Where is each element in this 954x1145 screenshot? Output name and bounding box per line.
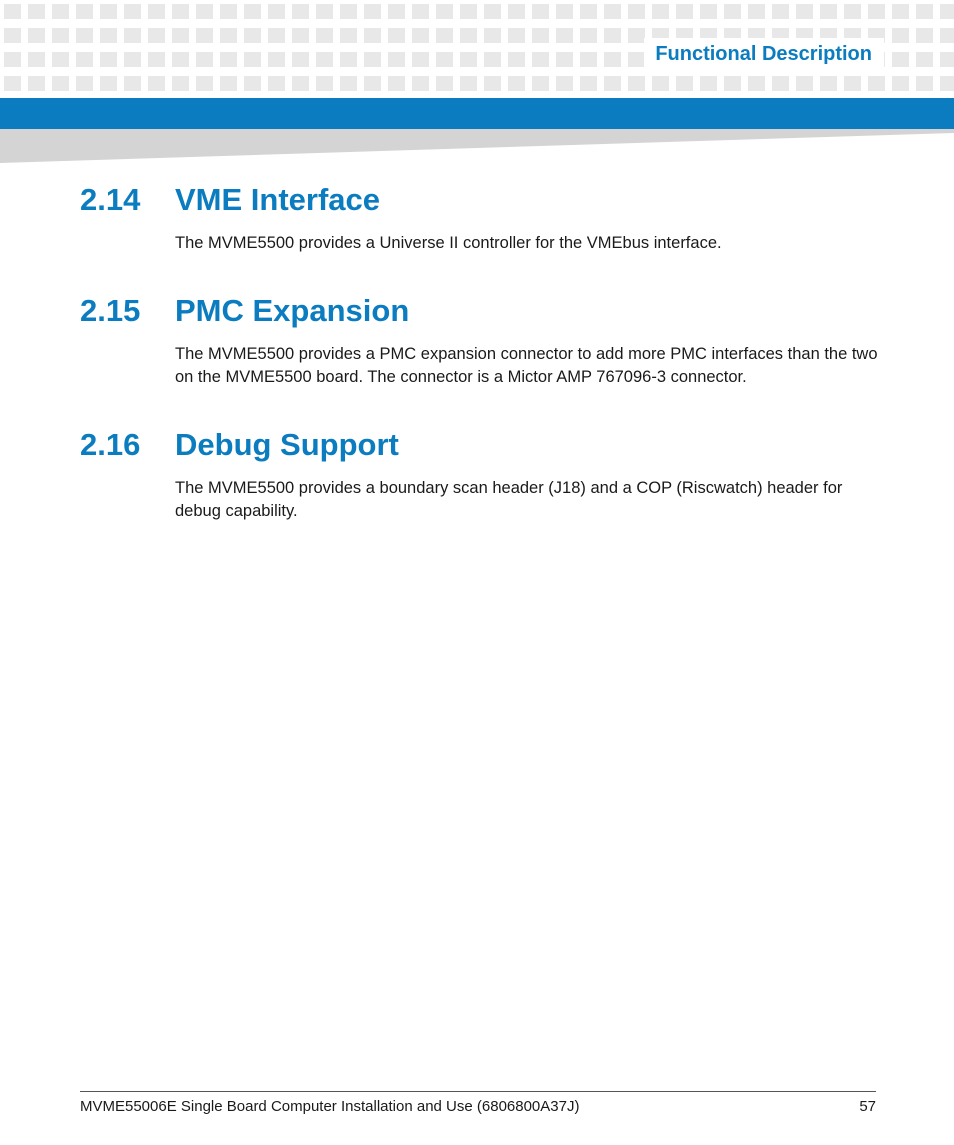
header-dot [436, 52, 453, 67]
header-dot [484, 28, 501, 43]
header-dot [196, 52, 213, 67]
section-number: 2.15 [80, 293, 141, 328]
header-dot [604, 52, 621, 67]
header-dot [556, 52, 573, 67]
header-dot [268, 76, 285, 91]
header-dot [100, 4, 117, 19]
header-dot [316, 4, 333, 19]
header-dot [460, 76, 477, 91]
header-dot [628, 76, 645, 91]
header-dot [220, 4, 237, 19]
header-dot [460, 4, 477, 19]
header-dot [388, 52, 405, 67]
header-dot [556, 76, 573, 91]
header-dot [52, 52, 69, 67]
header-blue-bar [0, 98, 954, 129]
header-dot [940, 4, 954, 19]
header-dot [4, 76, 21, 91]
header-dot [556, 28, 573, 43]
header-dot [700, 76, 717, 91]
header-dot [940, 52, 954, 67]
header-dot [172, 4, 189, 19]
header-dot [412, 52, 429, 67]
header-dot [508, 28, 525, 43]
header-dot [124, 4, 141, 19]
header-dot [916, 52, 933, 67]
header-dot [748, 76, 765, 91]
section-body: The MVME5500 provides a PMC expansion connector to add more PMC interfaces than the two on the MVME5500 board. The connector is a Mictor AMP 767096-3 connector. [175, 345, 878, 386]
header-dot [196, 28, 213, 43]
header-dot [916, 28, 933, 43]
header-dot [604, 4, 621, 19]
header-dot [76, 28, 93, 43]
header-dot [364, 52, 381, 67]
header-dot [532, 28, 549, 43]
header-dot [172, 28, 189, 43]
header-dot [580, 52, 597, 67]
header-dot [820, 76, 837, 91]
footer-page-number: 57 [859, 1098, 876, 1115]
header-dot [484, 52, 501, 67]
header-dot [364, 76, 381, 91]
header-dot [508, 4, 525, 19]
header-dot [28, 28, 45, 43]
header-dot [4, 28, 21, 43]
header-dot [28, 4, 45, 19]
header-dot [604, 76, 621, 91]
header-dot [124, 28, 141, 43]
header-dot [412, 28, 429, 43]
header-dot [244, 52, 261, 67]
header-dot [676, 4, 693, 19]
header-dot [220, 76, 237, 91]
header-dot [508, 76, 525, 91]
header-dot [52, 28, 69, 43]
footer-rule [80, 1091, 876, 1092]
header-dot [796, 76, 813, 91]
header-dot [724, 4, 741, 19]
header-dot [892, 52, 909, 67]
header-dot [628, 28, 645, 43]
section-heading [80, 427, 880, 463]
header-dot [508, 52, 525, 67]
header-dot [52, 76, 69, 91]
header-dot [532, 4, 549, 19]
header-dot [940, 76, 954, 91]
header-dot [604, 28, 621, 43]
header-dot [484, 4, 501, 19]
header-dot [892, 76, 909, 91]
header-dot [340, 52, 357, 67]
header-dot [460, 28, 477, 43]
header-dot [340, 28, 357, 43]
header-dot [892, 28, 909, 43]
header-dot [532, 52, 549, 67]
section-vme-interface [80, 182, 880, 255]
section-title: VME Interface [175, 182, 381, 217]
header-dot [532, 76, 549, 91]
header-dot [148, 76, 165, 91]
header-dot [268, 28, 285, 43]
header-dot [292, 28, 309, 43]
header-dot [652, 76, 669, 91]
header-dot [268, 52, 285, 67]
header-dot [700, 4, 717, 19]
footer-document-title: MVME55006E Single Board Computer Installation and Use (6806800A37J) [80, 1098, 580, 1115]
header-dot [148, 52, 165, 67]
section-heading [80, 293, 880, 329]
header-dot [244, 4, 261, 19]
header-dot [844, 76, 861, 91]
header-dot [52, 4, 69, 19]
header-dot [844, 4, 861, 19]
header-dot [916, 4, 933, 19]
header-dot [292, 52, 309, 67]
section-number: 2.14 [80, 182, 141, 217]
header-dot [340, 4, 357, 19]
header-dot [772, 4, 789, 19]
header-dot [172, 52, 189, 67]
header-dot [412, 76, 429, 91]
header-dot [868, 76, 885, 91]
header-dot [748, 4, 765, 19]
header-dot [364, 4, 381, 19]
header-dot [916, 76, 933, 91]
section-body: The MVME5500 provides a Universe II controller for the VMEbus interface. [175, 234, 722, 252]
section-number: 2.16 [80, 427, 141, 462]
header-dot [76, 4, 93, 19]
header-dot [796, 4, 813, 19]
header-dot [772, 76, 789, 91]
header-dot [388, 76, 405, 91]
header-dot [628, 4, 645, 19]
header-dot [244, 28, 261, 43]
header-dot [676, 76, 693, 91]
header-dot [340, 76, 357, 91]
header-dot [292, 76, 309, 91]
header-dot [220, 28, 237, 43]
header-dot [268, 4, 285, 19]
header-dot [4, 52, 21, 67]
header-dot [28, 76, 45, 91]
section-pmc-expansion [80, 293, 880, 389]
header-dot [100, 76, 117, 91]
header-dot [124, 52, 141, 67]
section-title: Debug Support [175, 427, 399, 462]
header-gray-wedge [0, 129, 954, 163]
header-dot [196, 76, 213, 91]
running-header-title: Functional Description [655, 43, 872, 65]
section-title: PMC Expansion [175, 293, 410, 328]
header-dot [892, 4, 909, 19]
header-dot [100, 28, 117, 43]
header-dot [244, 76, 261, 91]
header-dot [940, 28, 954, 43]
header-dot [148, 28, 165, 43]
header-dot [4, 4, 21, 19]
header-dot [460, 52, 477, 67]
header-dot [76, 52, 93, 67]
header-dot [556, 4, 573, 19]
header-dot [100, 52, 117, 67]
header-dot [628, 52, 645, 67]
header-dot [580, 4, 597, 19]
header-dot [820, 4, 837, 19]
header-dot [172, 76, 189, 91]
header-dot [316, 28, 333, 43]
header-dot [316, 52, 333, 67]
header-dot [76, 76, 93, 91]
header-dot [412, 4, 429, 19]
header-dot [196, 4, 213, 19]
header-dot [388, 4, 405, 19]
header-dot [436, 28, 453, 43]
section-body: The MVME5500 provides a boundary scan header (J18) and a COP (Riscwatch) header for debug capability. [175, 479, 843, 520]
header-dot [292, 4, 309, 19]
header-dot [436, 4, 453, 19]
section-heading [80, 182, 880, 218]
header-dot [652, 4, 669, 19]
header-dot [580, 28, 597, 43]
header-dot [364, 28, 381, 43]
section-debug-support [80, 427, 880, 523]
header-dot [148, 4, 165, 19]
header-dot [220, 52, 237, 67]
header-dot [868, 4, 885, 19]
header-dot [436, 76, 453, 91]
header-dot [484, 76, 501, 91]
header-dot [388, 28, 405, 43]
header-dot [724, 76, 741, 91]
header-dot [124, 76, 141, 91]
header-dot [316, 76, 333, 91]
header-dot [28, 52, 45, 67]
header-dot [580, 76, 597, 91]
